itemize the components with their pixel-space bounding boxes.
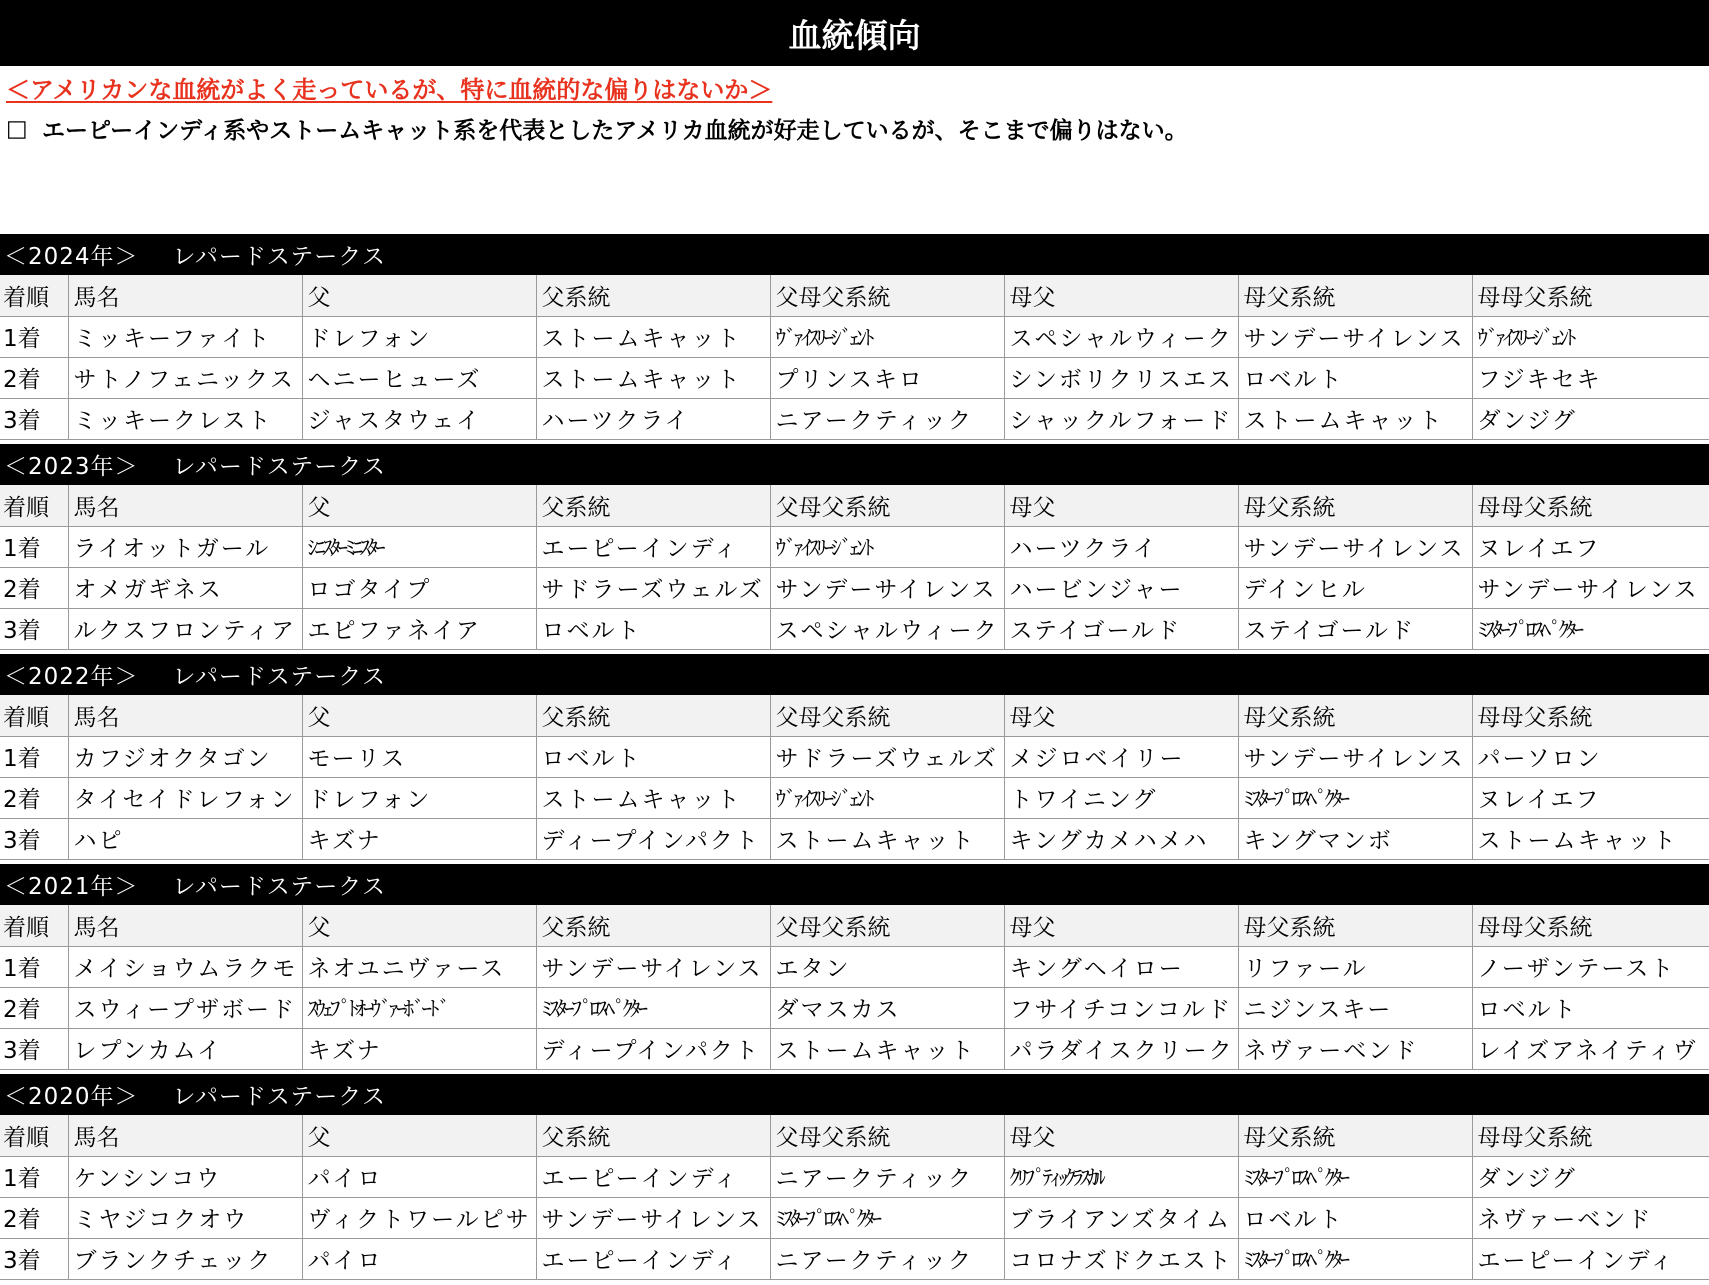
table-cell: ダンジグ (1472, 398, 1709, 439)
table-cell: ステイゴールド (1238, 608, 1472, 649)
section-race: レパードステークス (172, 454, 387, 480)
table-cell: コロナズドクエスト (1004, 1238, 1238, 1279)
table-cell: ﾐｽﾀｰﾌﾟﾛｽﾍﾟｸﾀｰ (1238, 1156, 1472, 1197)
column-header: 父母父系統 (770, 275, 1004, 316)
table-cell: フジキセキ (1472, 357, 1709, 398)
table-cell: メジロベイリー (1004, 736, 1238, 777)
table-row (0, 1197, 1709, 1238)
year-section (0, 654, 1709, 860)
table-row (0, 777, 1709, 818)
table-cell: ネヴァーベンド (1238, 1028, 1472, 1069)
table-cell: キズナ (302, 1028, 536, 1069)
table-header-row (0, 485, 1709, 526)
column-header: 着順 (0, 905, 68, 946)
section-year: ＜2020年＞ (4, 1084, 139, 1110)
column-header: 父系統 (536, 275, 770, 316)
table-row (0, 398, 1709, 439)
table-cell: ミッキーファイト (68, 316, 302, 357)
table-header-row (0, 275, 1709, 316)
table-cell: ヌレイエフ (1472, 526, 1709, 567)
table-cell: スウィープザボード (68, 987, 302, 1028)
table-row (0, 1238, 1709, 1279)
table-cell: ストームキャット (536, 316, 770, 357)
column-header: 馬名 (68, 1115, 302, 1156)
table-row (0, 946, 1709, 987)
section-race: レパードステークス (172, 664, 387, 690)
table-cell: ﾐｽﾀｰﾌﾟﾛｽﾍﾟｸﾀｰ (770, 1197, 1004, 1238)
year-section (0, 234, 1709, 440)
table-cell: ｳﾞｧｲｽﾘｰｼﾞｪﾝﾄ (1472, 316, 1709, 357)
table-cell: ドレフォン (302, 777, 536, 818)
table-cell: ﾐｽﾀｰﾌﾟﾛｽﾍﾟｸﾀｰ (1472, 608, 1709, 649)
table-cell: サンデーサイレンス (536, 946, 770, 987)
table-cell: ライオットガール (68, 526, 302, 567)
column-header: 父 (302, 485, 536, 526)
table-cell: ケンシンコウ (68, 1156, 302, 1197)
table-cell: タイセイドレフォン (68, 777, 302, 818)
table-cell: 2着 (0, 777, 68, 818)
checkbox-icon: □ (6, 115, 28, 142)
section-race: レパードステークス (172, 874, 387, 900)
table-cell: ダンジグ (1472, 1156, 1709, 1197)
table-cell: ｳﾞｧｲｽﾘｰｼﾞｪﾝﾄ (770, 316, 1004, 357)
table-cell: ニアークティック (770, 1238, 1004, 1279)
table-cell: ロベルト (536, 608, 770, 649)
column-header: 母母父系統 (1472, 1115, 1709, 1156)
table-cell: 3着 (0, 608, 68, 649)
section-race: レパードステークス (172, 244, 387, 270)
table-cell: ロゴタイプ (302, 567, 536, 608)
table-cell: エーピーインディ (536, 526, 770, 567)
table-cell: 1着 (0, 736, 68, 777)
results-table (0, 905, 1709, 1070)
column-header: 着順 (0, 485, 68, 526)
table-cell: ニジンスキー (1238, 987, 1472, 1028)
table-row (0, 736, 1709, 777)
table-row (0, 987, 1709, 1028)
note (6, 112, 1188, 145)
column-header: 馬名 (68, 905, 302, 946)
table-cell: オメガギネス (68, 567, 302, 608)
table-cell: ディープインパクト (536, 1028, 770, 1069)
table-cell: 1着 (0, 1156, 68, 1197)
table-cell: サンデーサイレンス (1238, 736, 1472, 777)
table-cell: エーピーインディ (536, 1238, 770, 1279)
column-header: 馬名 (68, 275, 302, 316)
table-cell: ﾐｽﾀｰﾌﾟﾛｽﾍﾟｸﾀｰ (1238, 777, 1472, 818)
table-cell: メイショウムラクモ (68, 946, 302, 987)
table-row (0, 1028, 1709, 1069)
results-table (0, 695, 1709, 860)
table-cell: ドレフォン (302, 316, 536, 357)
table-cell: ニアークティック (770, 1156, 1004, 1197)
table-header-row (0, 1115, 1709, 1156)
table-cell: キングヘイロー (1004, 946, 1238, 987)
results-table (0, 485, 1709, 650)
column-header: 母父 (1004, 1115, 1238, 1156)
column-header: 着順 (0, 695, 68, 736)
table-cell: ストームキャット (770, 1028, 1004, 1069)
section-year: ＜2023年＞ (4, 454, 139, 480)
table-cell: エーピーインディ (1472, 1238, 1709, 1279)
table-cell: 1着 (0, 316, 68, 357)
table-cell: プリンスキロ (770, 357, 1004, 398)
column-header: 着順 (0, 1115, 68, 1156)
column-header: 父母父系統 (770, 695, 1004, 736)
column-header: 父系統 (536, 905, 770, 946)
table-row (0, 1156, 1709, 1197)
column-header: 母父系統 (1238, 485, 1472, 526)
table-cell: ﾐｽﾀｰﾌﾟﾛｽﾍﾟｸﾀｰ (536, 987, 770, 1028)
table-cell: ロベルト (1238, 357, 1472, 398)
section-year: ＜2022年＞ (4, 664, 139, 690)
section-year: ＜2024年＞ (4, 244, 139, 270)
table-cell: カフジオクタゴン (68, 736, 302, 777)
table-cell: サドラーズウェルズ (536, 567, 770, 608)
column-header: 母父 (1004, 905, 1238, 946)
table-cell: ハピ (68, 818, 302, 859)
table-cell: ディープインパクト (536, 818, 770, 859)
table-cell: フサイチコンコルド (1004, 987, 1238, 1028)
section-race: レパードステークス (172, 1084, 387, 1110)
column-header: 父母父系統 (770, 1115, 1004, 1156)
table-cell: ルクスフロンティア (68, 608, 302, 649)
table-cell: ストームキャット (536, 357, 770, 398)
table-cell: 3着 (0, 398, 68, 439)
table-cell: キングマンボ (1238, 818, 1472, 859)
table-cell: ｼﾆｽﾀｰﾐﾆｽﾀｰ (302, 526, 536, 567)
table-row (0, 567, 1709, 608)
table-cell: スペシャルウィーク (770, 608, 1004, 649)
table-cell: ストームキャット (770, 818, 1004, 859)
year-section (0, 864, 1709, 1070)
table-cell: レイズアネイティヴ (1472, 1028, 1709, 1069)
table-cell: ハーツクライ (536, 398, 770, 439)
table-cell: ヌレイエフ (1472, 777, 1709, 818)
table-cell: エピファネイア (302, 608, 536, 649)
table-cell: ロベルト (1238, 1197, 1472, 1238)
column-header: 母父系統 (1238, 1115, 1472, 1156)
table-cell: パラダイスクリーク (1004, 1028, 1238, 1069)
table-cell: ジャスタウェイ (302, 398, 536, 439)
table-row (0, 818, 1709, 859)
table-cell: サドラーズウェルズ (770, 736, 1004, 777)
section-header (0, 654, 1709, 695)
column-header: 父系統 (536, 485, 770, 526)
column-header: 母父系統 (1238, 905, 1472, 946)
table-cell: モーリス (302, 736, 536, 777)
table-cell: パーソロン (1472, 736, 1709, 777)
table-cell: ノーザンテースト (1472, 946, 1709, 987)
table-cell: ストームキャット (1238, 398, 1472, 439)
table-cell: ロベルト (536, 736, 770, 777)
table-cell: シャックルフォード (1004, 398, 1238, 439)
table-cell: スペシャルウィーク (1004, 316, 1238, 357)
column-header: 父母父系統 (770, 485, 1004, 526)
column-header: 母父系統 (1238, 695, 1472, 736)
table-cell: パイロ (302, 1156, 536, 1197)
table-cell: ハーツクライ (1004, 526, 1238, 567)
section-header (0, 444, 1709, 485)
section-header (0, 1074, 1709, 1115)
table-cell: デインヒル (1238, 567, 1472, 608)
table-cell: ヘニーヒューズ (302, 357, 536, 398)
table-cell: 2着 (0, 357, 68, 398)
table-cell: エタン (770, 946, 1004, 987)
results-table (0, 1115, 1709, 1280)
column-header: 馬名 (68, 485, 302, 526)
table-cell: シンボリクリスエス (1004, 357, 1238, 398)
table-cell: 2着 (0, 1197, 68, 1238)
year-section (0, 1074, 1709, 1280)
section-header (0, 234, 1709, 275)
table-cell: ストームキャット (1472, 818, 1709, 859)
table-cell: サンデーサイレンス (770, 567, 1004, 608)
column-header: 馬名 (68, 695, 302, 736)
table-cell: ｽｳｪﾌﾟﾄｵｰｳﾞｧｰﾎﾞｰﾄﾞ (302, 987, 536, 1028)
page-title: 血統傾向 (0, 0, 1709, 66)
table-row (0, 526, 1709, 567)
table-cell: ネヴァーベンド (1472, 1197, 1709, 1238)
table-header-row (0, 905, 1709, 946)
table-cell: ロベルト (1472, 987, 1709, 1028)
table-cell: ニアークティック (770, 398, 1004, 439)
column-header: 父 (302, 1115, 536, 1156)
table-cell: 1着 (0, 526, 68, 567)
table-cell: サトノフェニックス (68, 357, 302, 398)
column-header: 父系統 (536, 1115, 770, 1156)
table-cell: キングカメハメハ (1004, 818, 1238, 859)
table-cell: ステイゴールド (1004, 608, 1238, 649)
table-cell: トワイニング (1004, 777, 1238, 818)
table-cell: ﾐｽﾀｰﾌﾟﾛｽﾍﾟｸﾀｰ (1238, 1238, 1472, 1279)
table-cell: 2着 (0, 567, 68, 608)
table-cell: サンデーサイレンス (1238, 316, 1472, 357)
column-header: 父 (302, 275, 536, 316)
table-cell: ネオユニヴァース (302, 946, 536, 987)
column-header: 母父 (1004, 275, 1238, 316)
table-row (0, 608, 1709, 649)
table-cell: リファール (1238, 946, 1472, 987)
table-cell: ミヤジコクオウ (68, 1197, 302, 1238)
table-cell: ｸﾘﾌﾟﾃｨｯｸﾗｽｶﾙ (1004, 1156, 1238, 1197)
table-cell: ストームキャット (536, 777, 770, 818)
column-header: 着順 (0, 275, 68, 316)
column-header: 母母父系統 (1472, 485, 1709, 526)
table-cell: ミッキークレスト (68, 398, 302, 439)
headline: ＜アメリカンな血統がよく走っているが、特に血統的な偏りはないか＞ (6, 76, 773, 104)
table-cell: 3着 (0, 818, 68, 859)
table-cell: サンデーサイレンス (1238, 526, 1472, 567)
table-cell: 1着 (0, 946, 68, 987)
table-cell: エーピーインディ (536, 1156, 770, 1197)
column-header: 父 (302, 905, 536, 946)
table-cell: ｳﾞｧｲｽﾘｰｼﾞｪﾝﾄ (770, 526, 1004, 567)
column-header: 父 (302, 695, 536, 736)
table-cell: サンデーサイレンス (1472, 567, 1709, 608)
table-cell: キズナ (302, 818, 536, 859)
results-table (0, 275, 1709, 440)
year-section (0, 444, 1709, 650)
column-header: 父系統 (536, 695, 770, 736)
table-header-row (0, 695, 1709, 736)
table-cell: ハービンジャー (1004, 567, 1238, 608)
table-cell: 3着 (0, 1238, 68, 1279)
table-row (0, 357, 1709, 398)
section-header (0, 864, 1709, 905)
table-cell: 2着 (0, 987, 68, 1028)
column-header: 母母父系統 (1472, 695, 1709, 736)
table-row (0, 316, 1709, 357)
table-cell: パイロ (302, 1238, 536, 1279)
table-cell: ブランクチェック (68, 1238, 302, 1279)
column-header: 母母父系統 (1472, 905, 1709, 946)
column-header: 母父系統 (1238, 275, 1472, 316)
table-cell: サンデーサイレンス (536, 1197, 770, 1238)
column-header: 母父 (1004, 695, 1238, 736)
column-header: 母母父系統 (1472, 275, 1709, 316)
table-cell: レプンカムイ (68, 1028, 302, 1069)
table-cell: 3着 (0, 1028, 68, 1069)
column-header: 父母父系統 (770, 905, 1004, 946)
column-header: 母父 (1004, 485, 1238, 526)
section-year: ＜2021年＞ (4, 874, 139, 900)
table-cell: ダマスカス (770, 987, 1004, 1028)
table-cell: ｳﾞｧｲｽﾘｰｼﾞｪﾝﾄ (770, 777, 1004, 818)
table-cell: ヴィクトワールピサ (302, 1197, 536, 1238)
note-text: エーピーインディ系やストームキャット系を代表としたアメリカ血統が好走しているが、そこまで偏りはない。 (42, 118, 1188, 144)
table-cell: ブライアンズタイム (1004, 1197, 1238, 1238)
